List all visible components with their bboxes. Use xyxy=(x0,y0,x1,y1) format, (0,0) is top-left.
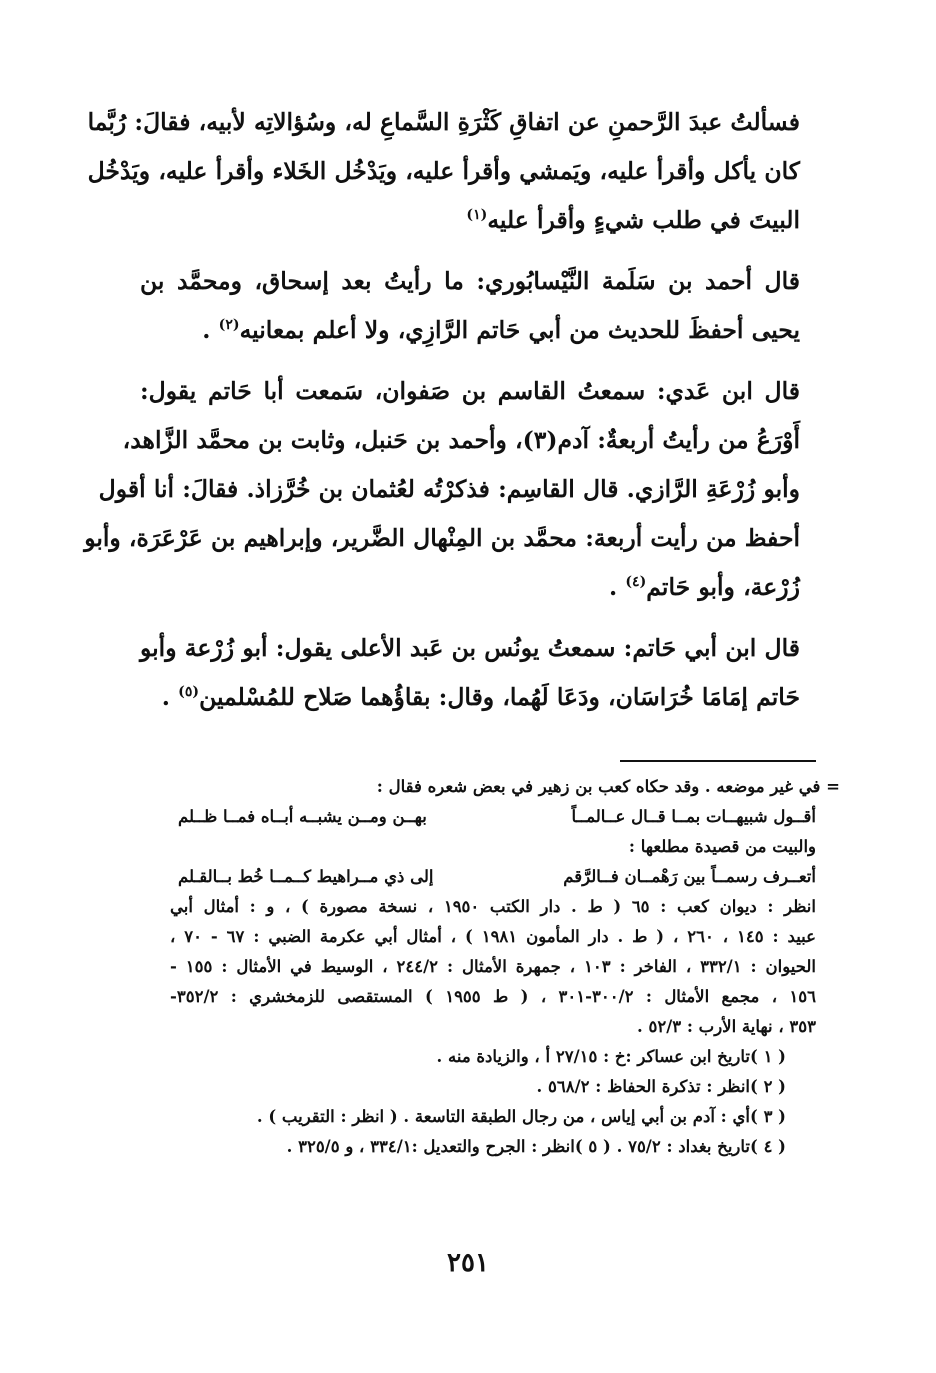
footnote-2: ( ٢ )انظر : تذكرة الحفاظ : ٥٦٨/٢ . xyxy=(536,1077,786,1096)
sentence-end: . xyxy=(202,316,219,344)
text-line: كان يأكل وأقرأ عليه، ويَمشي وأقرأ عليه، ويَدْخُل الخَلاء وأقرأ عليه، ويَدْخُل xyxy=(87,157,800,185)
paragraph-2 xyxy=(140,257,800,355)
text-line-content: يحيى أحفظَ للحديث من أبي حَاتم الرَّازِي، ولا أعلم بمعانيه xyxy=(239,316,800,344)
text-line: أَوْرَعُ من رأيتُ أربعةٌ: آدم(٣)، وأحمد بن حَنبل، وثابت بن محمَّد الزَّاهد، xyxy=(122,426,800,454)
text-line: فسألتُ عبدَ الرَّحمنِ عن اتفاقِ كَثْرَةِ السَّماعِ له، وسُؤالاتِه لأبيه، فقالَ: رُبَّما xyxy=(87,108,800,136)
text-line xyxy=(140,306,800,355)
footnote-4-5: ( ٤ )تاريخ بغداد : ٧٥/٢ . ( ٥ )انظر : الجرح والتعديل :٣٣٤/١ ، و ٣٢٥/٥ . xyxy=(286,1137,786,1156)
paragraph-4 xyxy=(140,624,800,722)
footnotes xyxy=(150,772,840,1162)
footnote-marker: (٤) xyxy=(625,574,647,591)
verse-intro: والبيت من قصيدة مطلعها : xyxy=(628,837,816,856)
references-block xyxy=(150,892,840,1042)
sentence-end: . xyxy=(609,573,626,601)
text-line: قال أحمد بن سَلَمة النَّيْسابُوري: ما رأيتُ بعد إسحاق، ومحمَّد بن xyxy=(140,267,800,295)
reference-line: انظر : ديوان كعب : ٦٥ ( ط . دار الكتب ١٩٥٠ ، نسخة مصورة ) ، و : أمثال أبي xyxy=(170,897,816,916)
text-line xyxy=(140,196,800,245)
verse-hemistich-left: إلى ذي مــراهيط كــمــا خُط بــالقـلم xyxy=(178,867,434,886)
reference-line: ١٥٦ ، مجمع الأمثال : ٣٠٠/٢-٣٠١ ، ( ط ١٩٥٥ ) المستقصى للزمخشري : ٣٥٢/٢- xyxy=(170,987,816,1006)
footnote-3: ( ٣ )أي : آدم بن أبي إياس ، من رجال الطبقة التاسعة . ( انظر : التقريب ) . xyxy=(256,1107,786,1126)
text-line-content: زُرْعة، وأبو حَاتم xyxy=(646,573,800,601)
paragraph-1 xyxy=(87,98,800,245)
footnote-marker: (٢) xyxy=(218,317,240,334)
verse-line-2 xyxy=(150,862,840,892)
main-text xyxy=(84,98,800,734)
verse-hemistich-right: أقــول شبيهــات بمــا قــال عــالمــاً xyxy=(571,807,816,826)
verse-hemistich-left: بهــن ومــن يشبــه أبــاه فمــا ظــلم xyxy=(178,807,427,826)
reference-line: ٣٥٣ ، نهاية الأرب : ٥٢/٣ . xyxy=(636,1017,816,1036)
text-line-content: البيتَ في طلب شيءٍ وأقرأ عليه xyxy=(487,206,800,234)
reference-line: الحيوان : ٣٣٢/١ ، الفاخر : ١٠٣ ، جمهرة الأمثال : ٢٤٤/٢ ، الوسيط في الأمثال : ١٥٥ - xyxy=(170,957,816,976)
verse-line-1 xyxy=(150,802,840,832)
text-line: أحفظ من رأيت أربعة: محمَّد بن المِنْهال الضَّرير، وإبراهيم بن عَرْعَرَة، وأبو xyxy=(84,524,800,552)
text-line: قال ابن عَدي: سمعتُ القاسم بن صَفوان، سَمعت أبا حَاتم يقول: xyxy=(140,377,800,405)
footnote-continuation: = في غير موضعه . وقد حكاه كعب بن زهير في بعض شعره فقال : xyxy=(376,777,840,796)
text-line xyxy=(140,673,800,722)
sentence-end: . xyxy=(161,683,179,711)
footnote-marker: (٥) xyxy=(178,684,200,701)
footnote-1: ( ١ )تاريخ ابن عساكر :خ : ٢٧/١٥ أ ، والزيادة منه . xyxy=(436,1047,786,1066)
text-line: قال ابن أبي حَاتم: سمعتُ يونُس بن عَبد الأعلى يقول: أبو زُرْعة وأبو xyxy=(140,634,800,662)
text-line: وأبو زُرْعَةِ الرَّازي. قال القاسِم: فذكرْتُه لعُثمان بن خُرَّزاذ. فقالَ: أنا أقول xyxy=(98,475,800,503)
reference-line: عبيد : ١٤٥ ، ٢٦٠ ، ( ط . دار المأمون ١٩٨١ ) ، أمثال أبي عكرمة الضبي : ٦٧ - ٧٠ ، xyxy=(170,927,816,946)
text-line-content: حَاتم إمَامَا خُرَاسَان، ودَعَا لَهُما، وقال: بقاؤُهما صَلاح للمُسْلمين xyxy=(199,683,800,711)
footnote-separator xyxy=(620,760,816,762)
paragraph-3 xyxy=(84,367,800,612)
page-number: ٢٥١ xyxy=(447,1248,489,1278)
verse-hemistich-right: أتعــرف رسمــاً بين رَهْمــان فــالرَّقم xyxy=(563,867,816,886)
text-line xyxy=(140,563,800,612)
footnote-marker: (١) xyxy=(466,207,488,224)
